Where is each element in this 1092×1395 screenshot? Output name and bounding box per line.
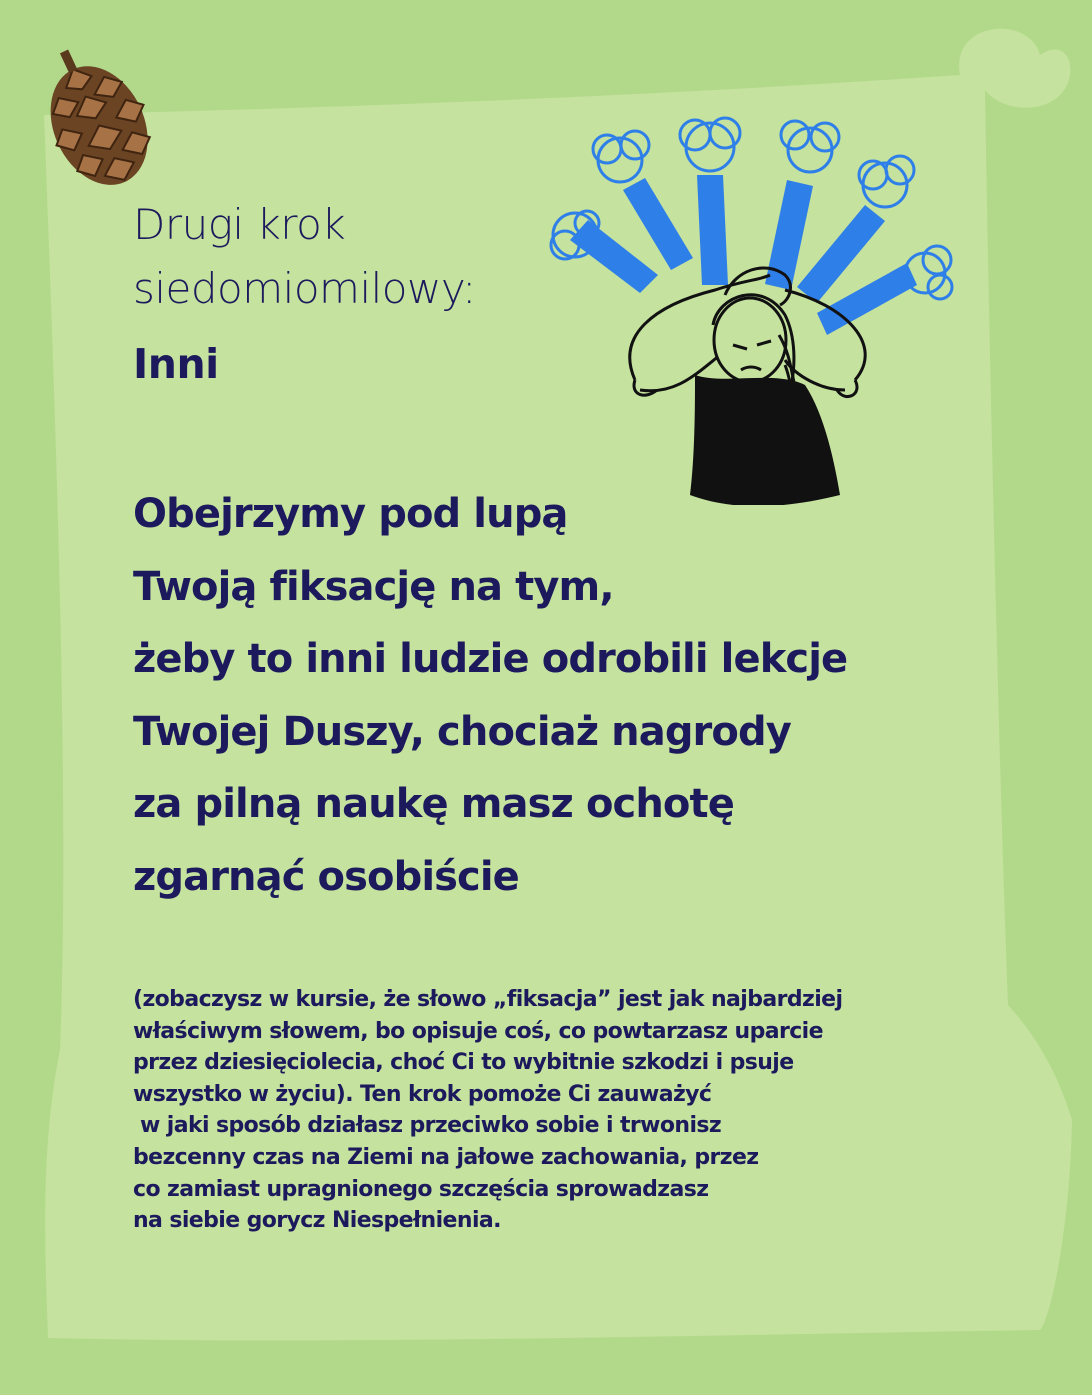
step-title: Inni (133, 340, 219, 388)
lead-line: Obejrzymy pod lupą (133, 491, 568, 537)
body-line: (zobaczysz w kursie, że słowo „fiksacja” jest jak najbardziej (133, 987, 843, 1012)
stressed-woman-illustration (545, 105, 985, 505)
body-line: bezcenny czas na Ziemi na jałowe zachowania, przez (133, 1144, 759, 1170)
step-heading-line-2: siedomiomilowy: (133, 264, 476, 313)
lead-line: Twoją fiksację na tym, (133, 563, 614, 610)
step-heading-line-1: Drugi krok (133, 200, 346, 249)
body-paragraph (133, 984, 842, 1237)
body-line: wszystko w życiu). Ten krok pomoże Ci zauważyć (133, 1081, 712, 1107)
pinecone-icon (22, 36, 172, 206)
lead-paragraph (133, 478, 847, 913)
lead-line: za pilną naukę masz ochotę (133, 781, 734, 827)
body-line: przez dziesięciolecia, choć Ci to wybitnie szkodzi i psuje (133, 1050, 794, 1076)
body-line: właściwym słowem, bo opisuje coś, co powtarzasz uparcie (133, 1018, 823, 1044)
body-line: w jaki sposób działasz przeciwko sobie i trwonisz (140, 1113, 722, 1139)
step-heading (133, 193, 476, 321)
lead-line: zgarnąć osobiście (133, 853, 519, 900)
lead-line: żeby to inni ludzie odrobili lekcje (133, 636, 848, 682)
lead-line: Twojej Duszy, chociaż nagrody (133, 708, 791, 755)
body-line: co zamiast upragnionego szczęścia sprowadzasz (133, 1176, 709, 1202)
body-line: na siebie gorycz Niespełnienia. (133, 1208, 501, 1234)
